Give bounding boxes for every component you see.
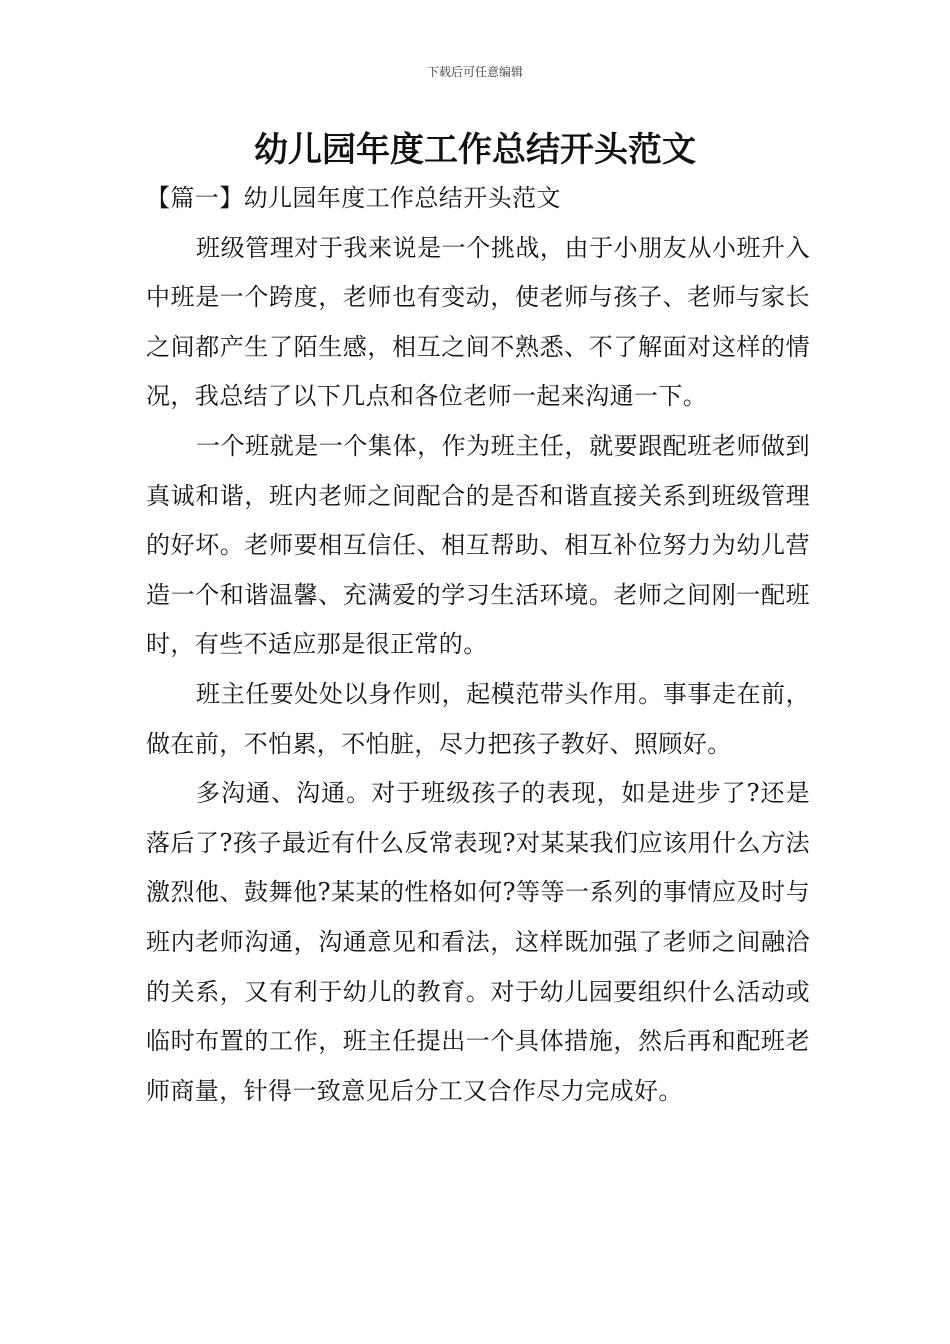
paragraph-2: 一个班就是一个集体，作为班主任，就要跟配班老师做到真诚和谐，班内老师之间配合的是否和谐直接关系到班级管理的好坏。老师要相互信任、相互帮助、相互补位努力为幼儿营造一个和谐温馨、充满爱的学习生活环境。老师之间刚一配班时，有些不适应那是很正常的。: [146, 431, 810, 659]
paragraph-4: 多沟通、沟通。对于班级孩子的表现，如是进步了?还是落后了?孩子最近有什么反常表现?对某某我们应该用什么方法激烈他、鼓舞他?某某的性格如何?等等一系列的事情应及时与班内老师沟通，沟通意见和看法，这样既加强了老师之间融洽的关系，又有利于幼儿的教育。对于幼儿园要组织什么活动或临时布置的工作，班主任提出一个具体措施，然后再和配班老师商量，针得一致意见后分工又合作尽力完成好。: [146, 779, 810, 1105]
document-title: 幼儿园年度工作总结开头范文: [254, 130, 696, 170]
header-note: 下载后可任意编辑: [426, 65, 523, 79]
section-heading: 【篇一】幼儿园年度工作总结开头范文: [146, 184, 561, 212]
paragraph-3: 班主任要处处以身作则，起模范带头作用。事事走在前，做在前，不怕累，不怕脏，尽力把孩子教好、照顾好。: [146, 679, 810, 758]
paragraph-1: 班级管理对于我来说是一个挑战，由于小朋友从小班升入中班是一个跨度，老师也有变动，使老师与孩子、老师与家长之间都产生了陌生感，相互之间不熟悉、不了解面对这样的情况，我总结了以下几点和各位老师一起来沟通一下。: [146, 233, 810, 411]
document-body: [146, 174, 810, 1116]
